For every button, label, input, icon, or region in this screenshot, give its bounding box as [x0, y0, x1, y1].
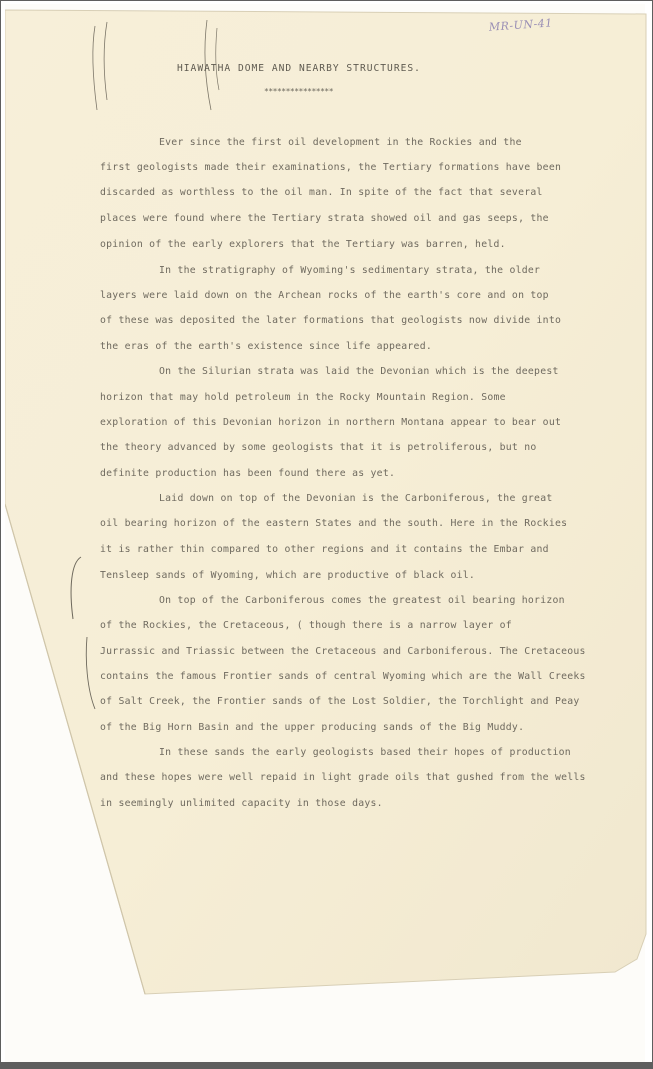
typed-sheet	[5, 4, 650, 1004]
text-line: layers were laid down on the Archean rocks of the earth's core and on top	[100, 290, 549, 301]
text-line: Ever since the first oil development in the Rockies and the	[159, 137, 522, 148]
text-line: In these sands the early geologists based their hopes of production	[159, 747, 571, 758]
handwritten-annotation: MR-UN-41	[488, 16, 554, 34]
text-line: the eras of the earth's existence since life appeared.	[100, 341, 433, 352]
viewer-bottom-edge	[0, 1062, 653, 1068]
text-line: places were found where the Tertiary strata showed oil and gas seeps, the	[100, 213, 549, 224]
text-line: of the Rockies, the Cretaceous, ( though there is a narrow layer of	[100, 620, 512, 631]
text-line: of Salt Creek, the Frontier sands of the Lost Soldier, the Torchlight and Peay	[100, 696, 580, 707]
text-line: exploration of this Devonian horizon in northern Montana appear to bear out	[100, 417, 562, 428]
text-line: oil bearing horizon of the eastern States and the south. Here in the Rockies	[100, 518, 568, 529]
text-line: and these hopes were well repaid in light grade oils that gushed from the wells	[100, 772, 586, 783]
text-line: definite production has been found there as yet.	[100, 468, 396, 479]
text-line: contains the famous Frontier sands of central Wyoming which are the Wall Creeks	[100, 671, 586, 682]
text-line: horizon that may hold petroleum in the Rocky Mountain Region. Some	[100, 392, 506, 403]
text-line: discarded as worthless to the oil man. In spite of the fact that several	[100, 187, 543, 198]
pencil-bracket-left	[65, 549, 105, 769]
text-line: it is rather thin compared to other regions and it contains the Embar and	[100, 544, 549, 555]
document-page	[5, 4, 645, 1062]
text-line: in seemingly unlimited capacity in those days.	[100, 798, 383, 809]
text-line: of these was deposited the later formations that geologists now divide into	[100, 315, 562, 326]
page-title: HIAWATHA DOME AND NEARBY STRUCTURES.	[177, 63, 421, 74]
text-line: Laid down on top of the Devonian is the Carboniferous, the great	[159, 493, 553, 504]
text-line: Jurrassic and Triassic between the Cretaceous and Carboniferous. The Cretaceous	[100, 646, 586, 657]
text-line: On the Silurian strata was laid the Devonian which is the deepest	[159, 366, 559, 377]
text-line: first geologists made their examinations, the Tertiary formations have been	[100, 162, 562, 173]
text-line: On top of the Carboniferous comes the greatest oil bearing horizon	[159, 595, 565, 606]
text-line: the theory advanced by some geologists that it is petroliferous, but no	[100, 442, 537, 453]
text-line: Tensleep sands of Wyoming, which are productive of black oil.	[100, 570, 476, 581]
title-underline-stars: ****************	[264, 87, 334, 96]
text-line: of the Big Horn Basin and the upper producing sands of the Big Muddy.	[100, 722, 525, 733]
text-line: opinion of the early explorers that the Tertiary was barren, held.	[100, 239, 506, 250]
text-line: In the stratigraphy of Wyoming's sedimentary strata, the older	[159, 265, 541, 276]
